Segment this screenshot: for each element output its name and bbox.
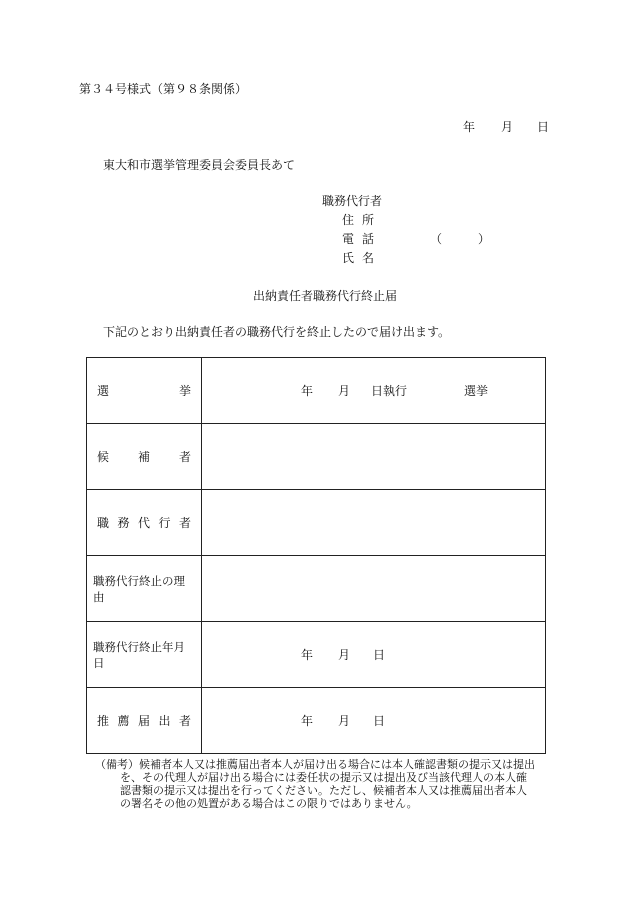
label-filer	[87, 688, 202, 754]
value-candidate	[202, 424, 546, 490]
label-candidate-c1: 候	[97, 450, 110, 464]
label-election-c1: 選	[97, 384, 110, 398]
form-number: 第３４号様式（第９８条関係）	[79, 82, 248, 96]
row-reason	[87, 556, 546, 622]
label-deputy-c4: 行	[158, 516, 171, 530]
row-end-date	[87, 622, 546, 688]
row-election	[87, 358, 546, 424]
election-year: 年	[301, 384, 314, 398]
value-deputy	[202, 490, 546, 556]
label-deputy	[87, 490, 202, 556]
label-filer-c2: 薦	[117, 714, 130, 728]
row-candidate	[87, 424, 546, 490]
label-deputy-c3: 代	[137, 516, 150, 530]
phone-label: 電話	[341, 232, 382, 246]
applicant-role-row	[300, 192, 382, 211]
row-deputy	[87, 490, 546, 556]
date-year: 年	[463, 120, 476, 134]
election-month: 月	[338, 384, 351, 398]
applicant-role: 職務代行者	[321, 194, 382, 208]
label-filer-c3: 届	[137, 714, 150, 728]
filer-year: 年	[301, 714, 314, 728]
end-date-month: 月	[338, 648, 351, 662]
label-candidate-c2: 補	[137, 450, 150, 464]
value-end-date	[202, 622, 546, 688]
note-line-1: （備考）候補者本人又は推薦届出者本人が届け出る場合には本人確認書類の提示又は提出	[95, 758, 535, 771]
label-end-date	[87, 622, 202, 688]
label-reason-text: 職務代行終止の理由	[93, 573, 185, 604]
applicant-name-row	[300, 249, 382, 268]
filer-month: 月	[338, 714, 351, 728]
note-line-3: 認書類の提示又は提出を行ってください。ただし、候補者本人又は推薦届出者本人	[120, 784, 527, 797]
label-end-date-text: 職務代行終止年月日	[93, 639, 185, 670]
notification-table	[86, 357, 546, 754]
end-date-year: 年	[301, 648, 314, 662]
value-reason	[202, 556, 546, 622]
label-filer-c5: 者	[178, 714, 191, 728]
phone-parens: （ ）	[430, 232, 491, 246]
label-candidate-c3: 者	[178, 450, 191, 464]
address-label: 住所	[341, 213, 382, 227]
date-month: 月	[501, 120, 514, 134]
filer-day: 日	[373, 714, 386, 728]
label-filer-c4: 出	[158, 714, 171, 728]
label-candidate	[87, 424, 202, 490]
note-line-4: の署名その他の処置がある場合はこの限りではありません。	[120, 797, 418, 810]
document-title: 出納責任者職務代行終止届	[252, 289, 397, 303]
label-election-c2: 挙	[178, 384, 191, 398]
applicant-phone-row	[300, 230, 491, 249]
note-line-2: を、その代理人が届け出る場合には委任状の提示又は提出及び当該代理人の本人確	[120, 771, 527, 784]
applicant-address-row	[300, 211, 382, 230]
remarks-note	[95, 758, 535, 810]
label-filer-c1: 推	[97, 714, 110, 728]
end-date-day: 日	[373, 648, 386, 662]
value-filer	[202, 688, 546, 754]
date-day: 日	[537, 120, 550, 134]
label-election	[87, 358, 202, 424]
applicant-block	[300, 192, 491, 268]
name-label: 氏名	[341, 251, 382, 265]
value-election	[202, 358, 546, 424]
submission-date	[463, 118, 549, 135]
election-word: 選挙	[464, 384, 489, 398]
label-deputy-c5: 者	[178, 516, 191, 530]
label-deputy-c1: 職	[97, 516, 110, 530]
addressee: 東大和市選挙管理委員会委員長あて	[103, 158, 296, 172]
label-reason	[87, 556, 202, 622]
row-filer	[87, 688, 546, 754]
intro-text: 下記のとおり出納責任者の職務代行を終止したので届け出ます。	[103, 325, 451, 339]
label-deputy-c2: 務	[117, 516, 130, 530]
election-day-held: 日執行	[371, 384, 408, 398]
